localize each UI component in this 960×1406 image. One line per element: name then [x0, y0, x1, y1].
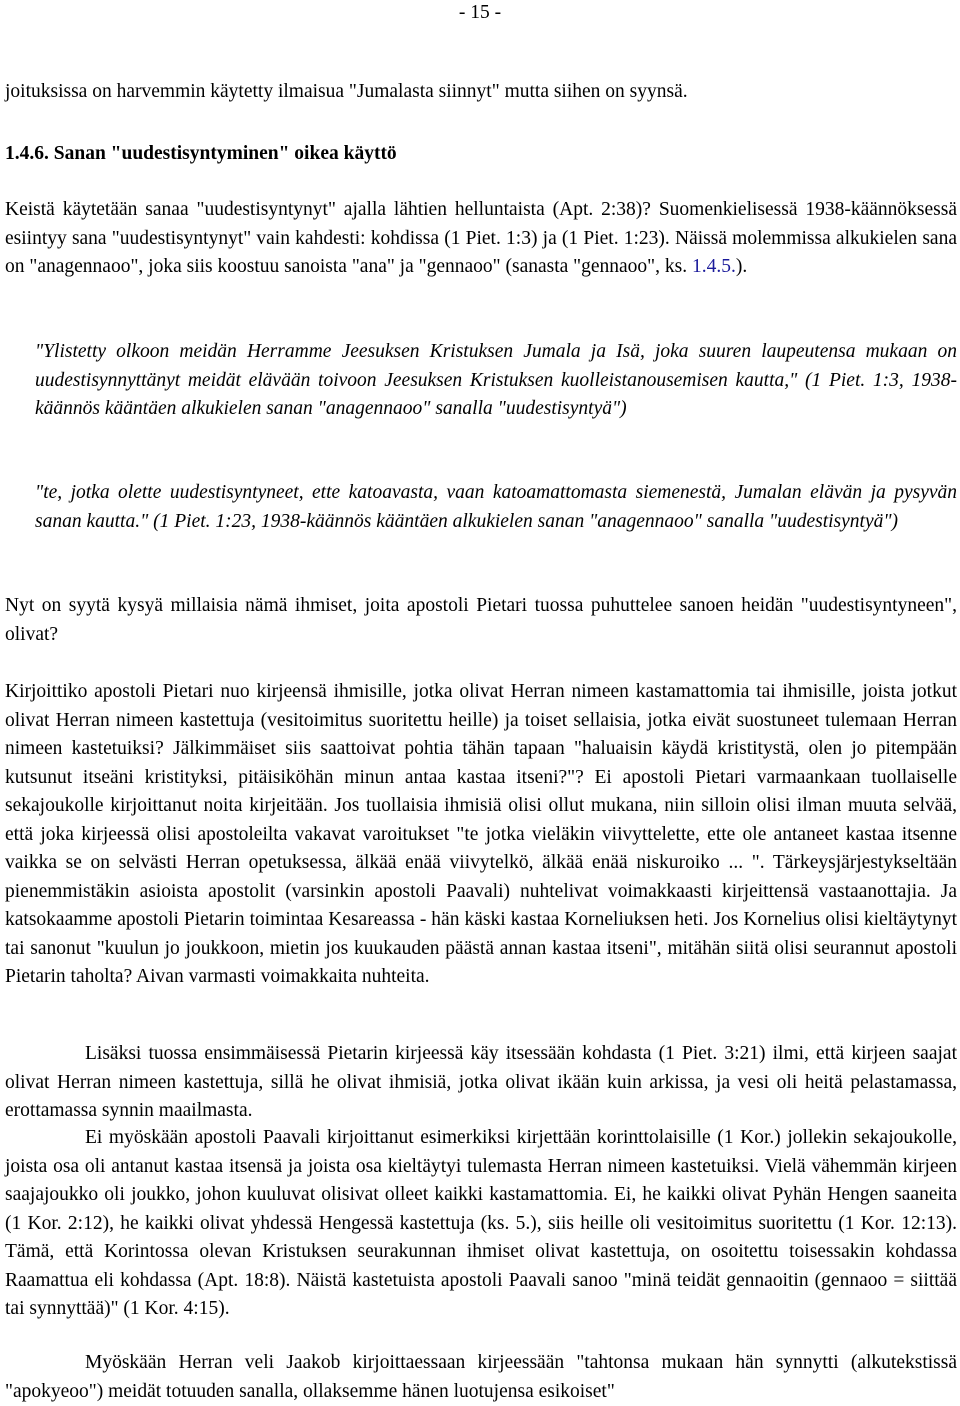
page-number: - 15 - [458, 2, 502, 23]
quote-1-piet-1-3: "Ylistetty olkoon meidän Herramme Jeesuksen Kristuksen Jumala ja Isä, joka suuren laupeutensa mukaan on uudestisynnyttänyt meidät elävään toivoon Jeesuksen Kristuksen kuolleistanousemisen kautta," (1 Piet. 1:3, 1938-käännös kääntäen alkukielen sanan "anagennaoo" sanalla "uudestisyntyä") [35, 341, 957, 419]
paragraph-usage [5, 196, 957, 282]
quote-1-piet-1-23: "te, jotka olette uudestisyntyneet, ette katoavasta, vaan katoamattomasta siemenestä, Jumalan elävän ja pysyvän sanan kautta." (1 Piet. 1:23, 1938-käännös kääntäen alkukielen sanan "anagennaoo" sanalla "uudestisyntyä") [35, 482, 957, 532]
paragraph-question: Nyt on syytä kysyä millaisia nämä ihmiset, joita apostoli Pietari tuossa puhuttelee sanoen heidän "uudestisyntyneen", olivat? [5, 595, 957, 645]
section-heading: 1.4.6. Sanan "uudestisyntyminen" oikea käyttö [5, 143, 397, 164]
paragraph-intro: joituksissa on harvemmin käytetty ilmaisua "Jumalasta siinnyt" mutta siihen on syynsä. [5, 81, 688, 102]
paragraph-usage-text: Keistä käytetään sanaa "uudestisyntynyt" ajalla lähtien helluntaista (Apt. 2:38)? Suomenkielisessä 1938-käännöksessä esiintyy sana "uudestisyntynyt" vain kahdesti: kohdissa (1 Piet. 1:3) ja (1 Piet. 1:23). Näissä molemmissa alkukielen sana on "anagennaoo", joka siis koostuu sanoista "ana" ja "gennaoo" (sanasta "gennaoo", ks. [5, 199, 957, 277]
paragraph-james: Myöskään Herran veli Jaakob kirjoittaessaan kirjeessään "tahtonsa mukaan hän synnytti (alkutekstissä "apokyeoo") meidät totuuden sanalla, ollaksemme hänen luotujensa esikoiset" [5, 1352, 957, 1402]
section-link-1-4-5[interactable]: 1.4.5. [692, 256, 736, 277]
paragraph-letters: Kirjoittiko apostoli Pietari nuo kirjeensä ihmisille, jotka olivat Herran nimeen kastamattomia tai ihmisille, joista jotkut olivat Herran nimeen kastettuja (vesitoimitus suoritettu heille) ja toiset sellaisia, jotka eivät suostuneet tulemaan Herran nimeen kastetuiksi? Jälkimmäiset siis saattoivat pohtia tähän tapaan "haluaisin käydä kristitystä, olen jo pitempään kutsunut itseäni kristityksi, pitäisiköhän minun antaa kastaa itseni?"? Ei apostoli Pietari varmaankaan tuollaiselle sekajoukolle kirjoittanut noita kirjeitään. Jos tuollaisia ihmisiä olisi ollut mukana, niin silloin olisi ilman muuta selvää, että joka kirjeessä olisi apostoleilta vakavat varoitukset "te jotka vieläkin viivyttelette, ette ole antaneet kastaa itsenne vaikka se on selvästi Herran opetuksessa, älkää enää viivytelkö, älkää enää niskuroiko ... ". Tärkeysjärjestykseltään pienemmistäkin asioista apostolit (varsinkin apostoli Paavali) nuhtelivat voimakkaasti kirjeittensä vastaanottajia. Ja katsokaamme apostoli Pietarin toimintaa Kesareassa - hän käski kastaa Korneliuksen heti. Jos Kornelius olisi kieltäytynyt tai sanonut "kuulun jo joukkoon, mietin jos kuukauden päästä annan kastaa itseni", mitähän siitä olisi seurannut apostoli Pietarin taholta? Aivan varmasti voimakkaita nuhteita. [5, 681, 957, 987]
paragraph-paul: Ei myöskään apostoli Paavali kirjoittanut esimerkiksi kirjettään korinttolaisille (1 Kor.) jollekin sekajoukolle, joista osa oli antanut kastaa itsensä ja joista osa kieltäytyi tulemasta Herran nimeen kastetuiksi. Vielä vähemmän kirjeen saajajoukko oli joukko, johon kuuluvat olisivat olleet kaikki kastamattomia. Ei, he kaikki olivat Pyhän Hengen saaneita (1 Kor. 2:12), he kaikki olivat yhdessä Hengessä kastettuja (ks. 5.), siis heille oli vesitoimitus suoritettu (1 Kor. 12:13). Tämä, että Korintossa olevan Kristuksen seurakunnan ihmiset olivat kastettuja, on osoitettu toisessakin kohdassa Raamattua eli kohdassa (Apt. 18:8). Näistä kastetuista apostoli Paavali sanoo "minä teidät gennaoitin (gennaoo = siittää tai synnyttää)" (1 Kor. 4:15). [5, 1127, 957, 1319]
paragraph-usage-end: ). [735, 256, 748, 277]
paragraph-first-letter: Lisäksi tuossa ensimmäisessä Pietarin kirjeessä käy itsessään kohdasta (1 Piet. 3:21) ilmi, että kirjeen saajat olivat Herran nimeen kastettuja, sillä he olivat ihmisiä, jotka olivat ikään kuin arkissa, ja vesi oli heitä pelastamassa, erottamassa synnin maailmasta. [5, 1043, 957, 1121]
